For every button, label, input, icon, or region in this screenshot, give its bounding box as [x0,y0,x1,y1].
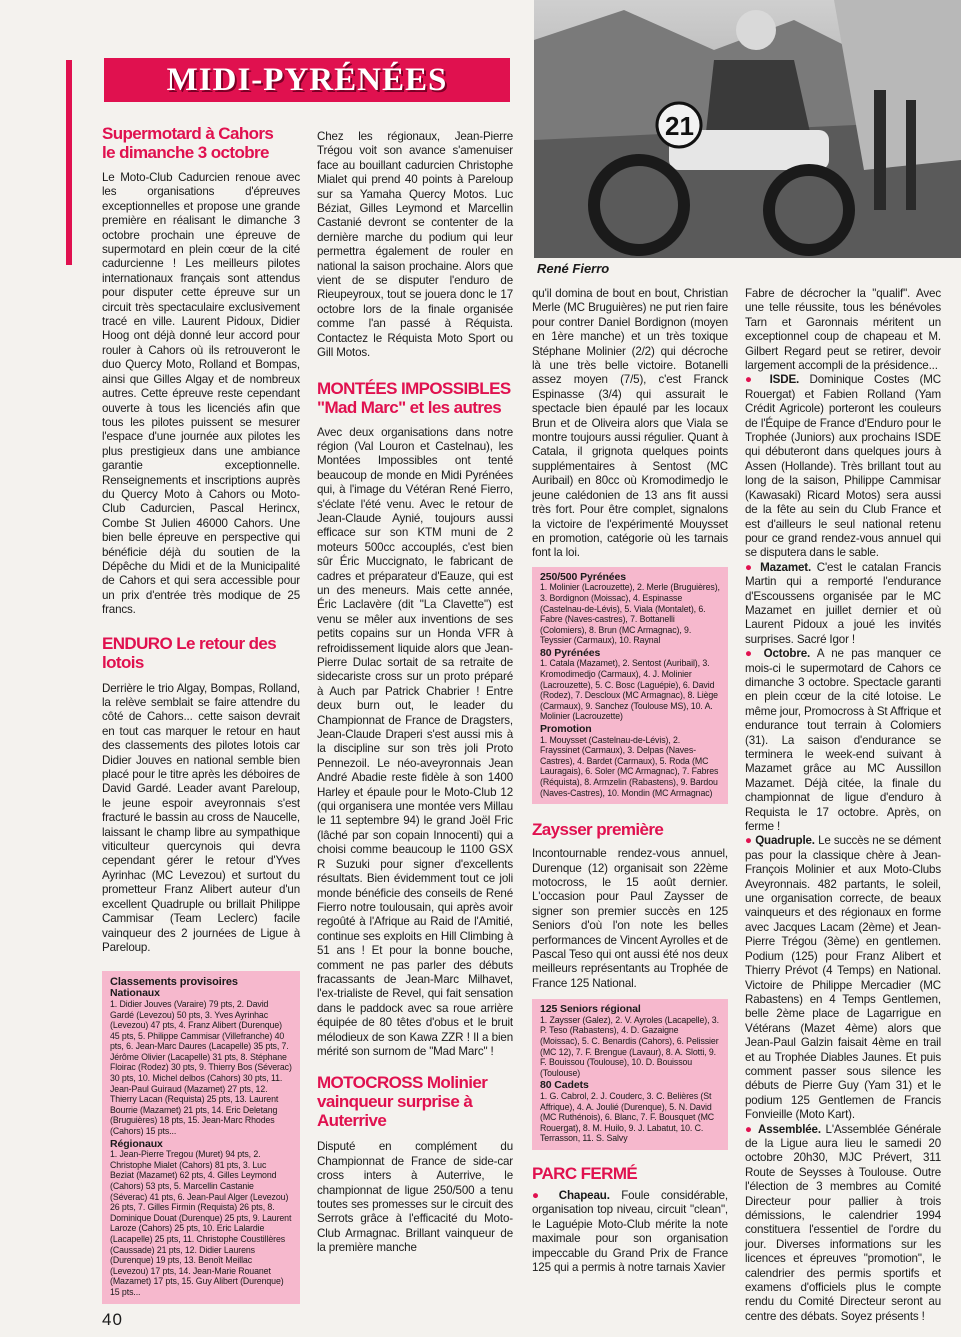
rider-photo-image [534,0,961,258]
isde-text: Dominique Costes (MC Rouergat) et Fabien Rolland (Yam Crédit Agricole) porteront les couleurs de l'Équipe de France d'Enduro pour le Trophée (Juniors) aux prochains ISDE qui débuteront dans quelques jours à Assen (Hollande). Très brillant tout au long de la saison, Philippe Cammisar (Kawasaki) Ricard Motos) sera aussi de la fête au sein du Club France et est d'ailleurs le seul national retenu pour ce grand rendez-vous annuel qui se disputera dans le sable. [745,373,941,560]
mazamet-lead: Mazamet. [760,560,812,574]
octobre-text: A ne pas manquer ce mois-ci le supermotard de Cahors ce dimanche 3 octobre. Spectacle garanti en plein cœur de la cité lotoise. Le même jour, Promocross à St Affrique et endurance tout terrain à Colomiers (31). La saison d'endurance se terminera le week-end suivant à Mazamet grâce au MC Aussillon Mazamet. Déjà citée, la finale du championnat de ligue d'enduro à Requista le 17 octobre. Après, on ferme ! [745,647,941,834]
rider-photo [534,0,961,258]
chapeau-text: Foule considérable, organisation top niveau, circuit "clean", le Laguépie Moto-Club mérite la note maximale pour son organisation impeccable du Grand Prix de France 125 qui a permis à notre tarnais Xavier [532,1188,729,1274]
regionaux-list: 1. Jean-Pierre Tregou (Muret) 94 pts, 2. Christophe Mialet (Cahors) 81 pts, 3. Luc Beziat (Mazamet) 62 pts, 4. Gilles Leymond (Cahors) 53 pts, 5. Marcellin Castanie (Séverac) 41 pts, 6. Jean-Paul Alger (Levezou) 26 pts, 7. Gilles Firmin (Requista) 26 pts, 8. Dominique Douat (Durenque) 25 pts, 9. Laurent Laroze (Cahors) 25 pts, 10. Eric Lalardie (Lacapelle) 25 pts, 11. Christophe Coustillères (Caussade) 21 pts, 12. Didier Laurens (Durenque) 19 pts, 13. Benoît Meillac (Levezou) 17 pts, 14. Jean-Marie Rouanet (Mazamet) 17 pts, 15. Guy Alibert (Durenque) 15 pts... [110,1149,292,1297]
results-250-list: 1. Molinier (Lacrouzette), 2. Merle (Bruguières), 3. Bordignon (Moissac), 4. Espinasse (Castelnau-de-Lévis), 5. Viala (Montalet), 6. Fabre (Naves-castres), 7. Bottanelli (Colomiers), 8. Brun (MC Armagnac), 9. Teyssier (Carmaux), 10. Raynal [540,582,720,646]
left-red-rule [66,60,72,265]
bullet-icon: ● [532,1188,548,1202]
quadruple-text: Le succès ne se dément pas pour la classique chère à Jean-François Molinier et aux Moto-Clubs Aveyronnais. 482 partants, le soleil, une organisation correcte, de beaux vainqueurs et des régionaux en forme avec Jacques Lacam (2ème) et Jean-Pierre Trégou (3ème) en gentlemen. Podium (125) pour Franz Alibert et Thierry Prévot (4 Temps) en National. Victoire de Philippe Mercadier (MC Rabastens) en 4 Temps Gentlemen, belle 2ème place de Lagarrigue en Vétérans (Mazet 4ème) alors que Jean-Paul Galzin faisait 4ème en trail et au Trophée Diables Jaunes. Et puis comment passer sous silence les débuts de Pierre Guy (Yam 31) et le podium 125 Gentlemen de Francis Fonvieille (Moto Kart). [745,834,941,1122]
results-80-title: 80 Pyrénées [540,646,601,659]
parc-ferme-text [532,1189,728,1275]
montees-text: Avec deux organisations dans notre région (Val Louron et Castelnau), les Montées Impossibles ont tenté beaucoup de monde en Midi Pyrénées qui, à l'image du Vétéran René Fierro, s'éclate l'été venu. Avec le retour de Jean-Claude Aynié, toujours aussi efficace sur son KTM muni de 2 moteurs 500cc accouplés, c'est bien sûr Éric Muccignato, le fabricant de cadres et préparateur d'Eauze, qui est un des meneurs. Mais cette année, Éric Laclavère (dit "La Clavette") est venu se mêler aux inventions de ses petits copains sur un Honda VFR à refroidissement liquide alors que Jean-Pierre Dulac sortait de sa retraite de sidecariste cross sur un proto préparé à Auch par Patrick Chabrier ! Entre deux burn out, le leader du Championnat de France de Dragsters, Jean-Claude Draperi s'est aussi mis à la discipline sur son très joli Proto Pennezoil. Le néo-aveyronnais Jean André Abadie reste fidèle à son 1400 Harley et épaule pour le Moto-Club 12 (qui organisera une montée vers Millau le 11 septembre 94) le grand Joël Fric (lâché par son copain Innocenti) qui a choisi comme beaucoup le 1100 GSX R Suzuki pour signer d'excellents résultats. Bien évidemment tout ce joli monde bénéficie des conseils de René Fierro notre toulousain, qui après avoir regoûté à l'Afrique au Raid de l'Amitié, continue ses exploits en Hill Climbing à 51 ans ! Et pour la bonne bouche, comment ne pas parler des débuts fracassants de Jean-Marc Milhavet, l'ex-trialiste de Revel, qui fait sensation dans le paddock avec sa roue arrière équipée de 80 têtes d'obus et le bruit mélodieux de son Kawa ZZR ! Il a bien mérité son surnom de "Mad Marc" ! [317,425,513,1058]
enduro-title: ENDURO Le retour des lotois [102,633,277,672]
results-cadets-title: 80 Cadets [540,1079,589,1092]
classements-box [102,971,300,1303]
results-durenque-box [532,999,728,1150]
results-250-title: 250/500 Pyrénées [540,570,626,583]
motocross-title: MOTOCROSS Molinier vainqueur surprise à Auterrive [317,1073,488,1131]
motocross-text: Disputé en complément du Championnat de France de side-car cross inters à Auterrive, le championnat de ligue 250/500 a tenu toutes ses promesses sur le circuit des Serrots grâce à l'efficacité du Moto-Club Armagnac. Brillant vainqueur de la première manche [317,1140,513,1255]
nationaux-list: 1. Didier Jouves (Varaire) 79 pts, 2. David Gardé (Levezou) 50 pts, 3. Yves Ayrinhac (Levezou) 47 pts, 4. Franz Alibert (Durenque) 45 pts, 5. Philippe Cammisar (Villefranche) 40 pts, 6. Jean-Marc Daures (Lacapelle) 35 pts, 7. Jérôme Olivier (Lacapelle) 31 pts, 8. Stéphane Floirac (Rodez) 30 pts, 9. Thierry Bos (Séverac) 30 pts, 10. Michel delbos (Cahors) 30 pts, 11. Jean-Paul Guiraud (Mazamet) 27 pts, 12. Thierry Lacan (Requista) 25 pts, 13. Laurent Bourrie (Mazamet) 21 pts, 14. Eric Deletang (Bruguières) 18 pts, 15. Jean-Marc Rhodes (Cahors) 15 pts... [110,998,292,1137]
results-125-list: 1. Zaysser (Galez), 2. V. Ayroles (Lacapelle), 3. P. Teso (Rabastens), 4. D. Gazaigne (Moissac), 5. C. Benardis (Cahors), 6. Pelissier (MC 12), 7. F. Brengue (Lavaur), 8. A. Slotti, 9. F. Bouissou (Toulouse), 10. D. Bouissou (Toulouse) [540,1014,719,1078]
zaysser-title: Zaysser première [532,820,664,840]
svg-text:21: 21 [665,111,694,141]
results-motocross-box [532,567,728,804]
enduro-text: Derrière le trio Algay, Bompas, Rolland, la relève semblait se faire attendre du côté de Cahors... cette saison devrait en tout cas marquer le retour en haut des classements des pilotes lotois car Didier Jouves en national semble bien placé pour le titre après les déboires de David Gardé. Leader avant Pareloup, le jeune espoir aveyronnais s'est fracturé le bassin au cross de Naucelle, laissant le champ libre au sympathique viticulteur quercynois qui devra cependant gérer le retour d'Yves Ayrinhac (MC Levezou) et surtout du prometteur Franz Alibert auteur d'un excellent Quadruple ou brillait Philippe Cammisar (Team Leclerc) facile vainqueur des 2 journées de Ligue à Pareloup. [102,681,300,954]
assemblee-lead: Assemblée. [757,1122,821,1136]
mazamet-item [745,561,941,647]
assemblee-text: L'Assemblée Générale de la Ligue aura lieu le samedi 20 octobre 20h30, MJC Prévert, 311 Route de Seysses à Toulouse. Outre l'élection de 3 membres au Comité Directeur pour pallier à trois démissions, le calendrier 1994 constituera l'essentiel de l'ordre du jour. Diverses informations sur les licences et épreuves "promotion", le calendrier des permis sportifs et examens d'officiels plus le compte rendu du Comité Directeur seront au centre des débats. Soyez présents ! [745,1122,941,1323]
chapeau-lead: Chapeau. [558,1188,610,1202]
bullet-icon: ● [745,1122,758,1136]
section-banner: MIDI-PYRÉNÉES [104,58,510,102]
col2-text: Chez les régionaux, Jean-Pierre Trégou voit son avance s'amenuiser face au bouillant cadurcien Christophe Mialet qui prend 40 points à Pareloup sur sa Yamaha Quercy Motos. Luc Béziat, Gilles Leymond et Marcellin Castanié devront se contenter de la dernière marche du podium qui leur permettra également de rouler en national la saison prochaine. Alors que vient de se disputer l'enduro de Rieupeyroux, tout se jouera donc le 17 octobre lors de la finale organisée comme l'an passé à Réquista. Contactez le Réquista Moto Sport ou Gill Motos. [317,130,513,360]
column-3 [532,287,728,1275]
isde-lead: ISDE. [769,373,800,387]
assemblee-item [745,1123,941,1325]
isde-item [745,373,941,560]
results-promotion-list: 1. Mouysset (Castelnau-de-Lévis), 2. Frayssinet (Carmaux), 3. Delpas (Naves-Castres), 4. Bardet (Carmaux), 5. Roda (MC Lauragais), 6. Soler (MC Armagnac), 7. Fabres (Réquista), 8. Armzelin (Rabastens), 9. Bardou (Naves-Castres), 10. Mondin (MC Armagnac) [540,734,719,798]
quadruple-item [745,834,941,1122]
octobre-lead: Octobre. [763,647,811,661]
results-cadets-list: 1. G. Cabrol, 2. J. Couderc, 3. C. Belières (St Affrique), 4. A. Joulié (Durenque), 5. N. David (MC Ruthénois), 6. Blanc, 7. F. Bousquet (MC Rouergat), 8. M. Huilo, 9. J. Labatut, 10. C. Terrasson, 11. S. Salvy [540,1091,715,1144]
column-1 [102,124,300,1304]
bullet-icon: ● [745,647,764,661]
results-125-title: 125 Seniors régional [540,1003,641,1016]
photo-caption: René Fierro [537,261,610,276]
regionaux-title: Régionaux [110,1137,163,1150]
bullet-icon: ● [745,560,761,574]
supermotard-title: Supermotard à Cahors le dimanche 3 octobre [102,124,274,162]
supermotard-text: Le Moto-Club Cadurcien renoue avec les organisations d'épreuves exceptionnelles et propose une grande première en réalisant le dimanche 3 octobre prochain une épreuve de supermotard en plein cœur de la cité cadurcienne ! Les meilleurs pilotes internationaux français sont attendus pour disputer cette épreuve sur un circuit très spectaculaire exclusivement tracé en ville. Laurent Pidoux, Didier Hoog ont déjà donné leur accord pour rouler à Cahors où ils retrouveront le duo Quercy Moto, Rolland et Bompas, ainsi que Gilles Algay et de nombreux autres. Cette épreuve reste cependant ouverte à tous les licenciés afin que tous les pilotes puissent se mesurer l'espace d'une journée aux pilotes les plus prestigieux dans une ambiance garantie exceptionnelle. Renseignements et inscriptions auprès du Quercy Moto à Cahors ou Moto-Club Cadurcien, Pascal Herincx, Combe St Julien 46000 Cahors. Une bien belle épreuve en perspective qui bénéficie déjà du soutien de la Dépêche du Midi et de la Municipalité de Cahors et qui sera accessible pour un prix d'entrée très modique de 25 francs. [102,171,300,617]
results-80-list: 1. Catala (Mazamet), 2. Sentost (Auribail), 3. Kromodimedjo (Carmaux), 4. J. Molinier (Lacrouzette), 5. C. Bosc (Laguépie), 6. David (Rodez), 7. Descloux (MC Armagnac), 8. Liège (Carmaux), 9. Sanchez (Toulouse MS), 10. A. Molinier (Lacrouzette) [540,658,718,722]
zaysser-text: Incontournable rendez-vous annuel, Durenque (12) organisait son 22ème motocross, le 15 août dernier. L'occasion pour Paul Zaysser de signer son premier succès en 125 Seniors d'où l'on note les belles performances de Vincent Ayrolles et de Pascal Teso qui ont aussi été nos deux meilleurs représentants au Trophée de France 125 National. [532,847,728,990]
nationaux-title: Nationaux [110,987,160,1000]
octobre-item [745,647,941,834]
montees-title: MONTÉES IMPOSSIBLES "Mad Marc" et les autres [317,378,511,417]
parc-ferme-title: PARC FERMÉ [532,1163,638,1183]
bullet-icon: ● [745,834,756,848]
col3-text: qu'il domina de bout en bout, Christian Merle (MC Bruguières) ne put rien faire pour contrer Daniel Bordignon (moyen en 1ère manche) et un très toxique Stéphane Molinier (2/2) qui décroche là une très belle victoire. Botanelli assez moyen (7/5), c'est Franck Espinasse (3/4) qui assurait le spectacle bien épaulé par les locaux Brun et de Oliveira alors que Viala se montre toujours aussi régulier. Quant à Catala, il grignota quelques points supplémentaires à Sentost (MC Auribail) en 80cc où Kromodimedjo le jeune calédonien de 13 ans fit aussi très fort. Pour être complet, signalons la victoire de l'expérimenté Mouysset en promotion, catégorie où les tarnais font la loi. [532,287,728,560]
mazamet-text: C'est le catalan Francis Martin qui a remporté l'endurance d'Escoussens organisée par le MC Mazamet en juillet dernier et où Laurent Pidoux a joué les invités surprises. Sacré Igor ! [745,560,941,646]
column-4 [745,287,941,1324]
page-number: 40 [102,1310,123,1329]
col4-intro: Fabre de décrocher la "qualif". Avec une telle réussite, tous les bénévoles Tarn et Garonnais méritent un exceptionnel coup de chapeau et M. Gilbert Regard peut se retirer, devoir largement accompli de la présidence... [745,287,941,373]
classements-title: Classements provisoires [110,976,238,989]
results-promotion-title: Promotion [540,723,592,736]
col4-text [745,287,941,1324]
quadruple-lead: Quadruple. [755,834,815,848]
bullet-icon: ● [745,373,770,387]
column-2 [317,130,513,1256]
